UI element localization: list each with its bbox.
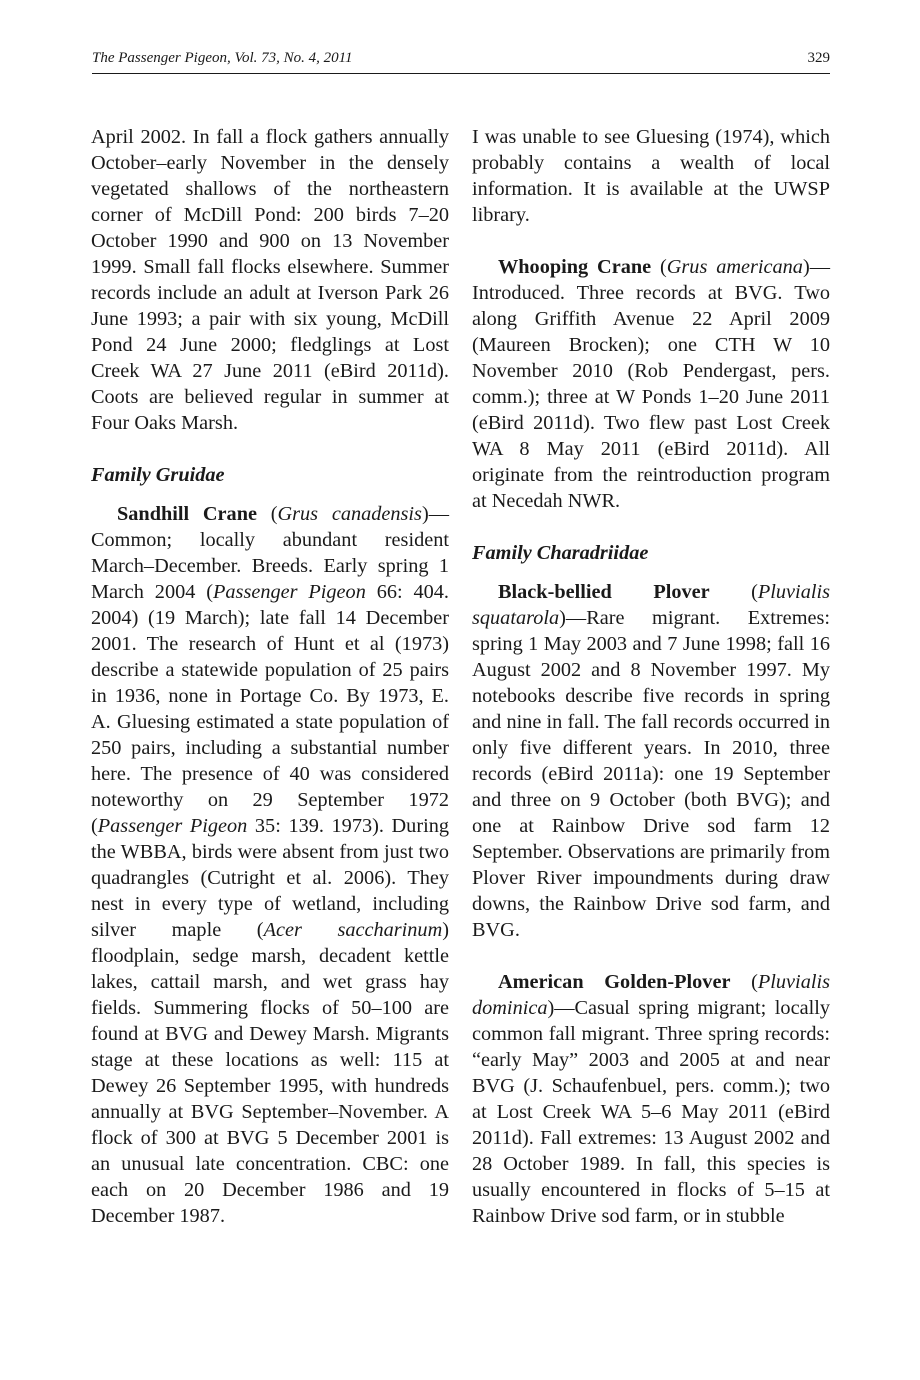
species-name: Sandhill Crane — [117, 503, 257, 525]
scientific-name: Acer saccharinum — [263, 919, 443, 941]
sandhill-crane-account: Sandhill Crane (Grus canadensis)—Common; locally abundant resident March–December. Breeds. Early spring 1 March 2004 (Passenger Pigeon 66: 404. 2004) (19 March); late fall 14 December 2001. The research of Hunt et al (1973) describe a statewide population of 25 pairs in 1936, none in Portage Co. By 1973, E. A. Gluesing estimated a state population of 250 pairs, including a substantial number here. The presence of 40 was considered noteworthy on 29 September 1972 (Passenger Pigeon 35: 139. 1973). During the WBBA, birds were absent from just two quadrangles (Cutright et al. 2006). They nest in every type of wetland, including silver maple (Acer saccharinum) floodplain, sedge marsh, decadent kettle lakes, cattail marsh, and wet grass hay fields. Summering flocks of 50–100 are found at BVG and Dewey Marsh. Migrants stage at these locations as well: 115 at Dewey 26 September 1995, with hundreds annually at BVG September–November. A flock of 300 at BVG 5 December 2001 is an unusual late concentration. CBC: one each on 20 December 1986 and 19 December 1987. — [91, 503, 450, 1227]
header-rule — [92, 73, 830, 74]
left-column — [91, 124, 449, 1229]
species-name: Black-bellied Plover — [498, 581, 710, 603]
coot-paragraph-continued: April 2002. In fall a flock gathers annually October–early November in the densely vegetated shallows of the northeastern corner of McDill Pond: 200 birds 7–20 October 1990 and 900 on 13 November 1999. Small fall flocks elsewhere. Summer records include an adult at Iverson Park 26 June 1993; a pair with six young, McDill Pond 24 June 2000; fledglings at Lost Creek WA 27 June 2011 (eBird 2011d). Coots are believed regular in summer at Four Oaks Marsh. — [91, 126, 449, 434]
species-name: Whooping Crane — [498, 256, 652, 278]
page-number: 329 — [807, 50, 830, 66]
scientific-name: Pluvialis squatarola — [472, 581, 830, 629]
running-head — [92, 50, 830, 74]
journal-reference: Passenger Pigeon — [97, 815, 248, 837]
black-bellied-plover-account: Black-bellied Plover (Pluvialis squatarola)—Rare migrant. Extremes: spring 1 May 2003 and 7 June 1998; fall 16 August 2002 and 8 November 1997. My notebooks describe five records in spring and nine in fall. The fall records occurred in only five different years. In 2010, three records (eBird 2011a): one 19 September and three on 9 October (both BVG); and one at Rainbow Drive sod farm 12 September. Observations are primarily from Plover River impoundments during draw downs, the Rainbow Drive sod farm, and BVG. — [472, 581, 830, 941]
american-golden-plover-account: American Golden-Plover (Pluvialis dominica)—Casual spring migrant; locally common fall migrant. Three spring records: “early May” 2003 and 2005 at and near BVG (J. Schaufenbuel, pers. comm.); two at Lost Creek WA 5–6 May 2011 (eBird 2011d). Fall extremes: 13 August 2002 and 28 October 1989. In fall, this species is usually encountered in flocks of 5–15 at Rainbow Drive sod farm, or in stubble — [472, 971, 830, 1227]
species-name: American Golden-Plover — [498, 971, 731, 993]
scientific-name: Grus americana — [666, 256, 803, 278]
gluesing-paragraph: I was unable to see Gluesing (1974), which probably contains a wealth of local information. It is available at the UWSP library. — [472, 126, 830, 226]
scientific-name: Pluvialis dominica — [472, 971, 830, 1019]
family-heading-gruidae: Family Gruidae — [91, 464, 225, 486]
scientific-name: Grus canadensis — [277, 503, 422, 525]
journal-reference: Passenger Pigeon — [213, 581, 366, 603]
journal-citation: The Passenger Pigeon, Vol. 73, No. 4, 2011 — [92, 50, 353, 66]
whooping-crane-account: Whooping Crane (Grus americana)—Introduced. Three records at BVG. Two along Griffith Avenue 22 April 2009 (Maureen Brocken); one CTH W 10 November 2010 (Rob Pendergast, pers. comm.); three at W Ponds 1–20 June 2011 (eBird 2011d). Two flew past Lost Creek WA 8 May 2011 (eBird 2011d). All originate from the reintroduction program at Necedah NWR. — [472, 256, 830, 512]
right-column — [472, 124, 830, 1229]
family-heading-charadriidae: Family Charadriidae — [472, 542, 649, 564]
